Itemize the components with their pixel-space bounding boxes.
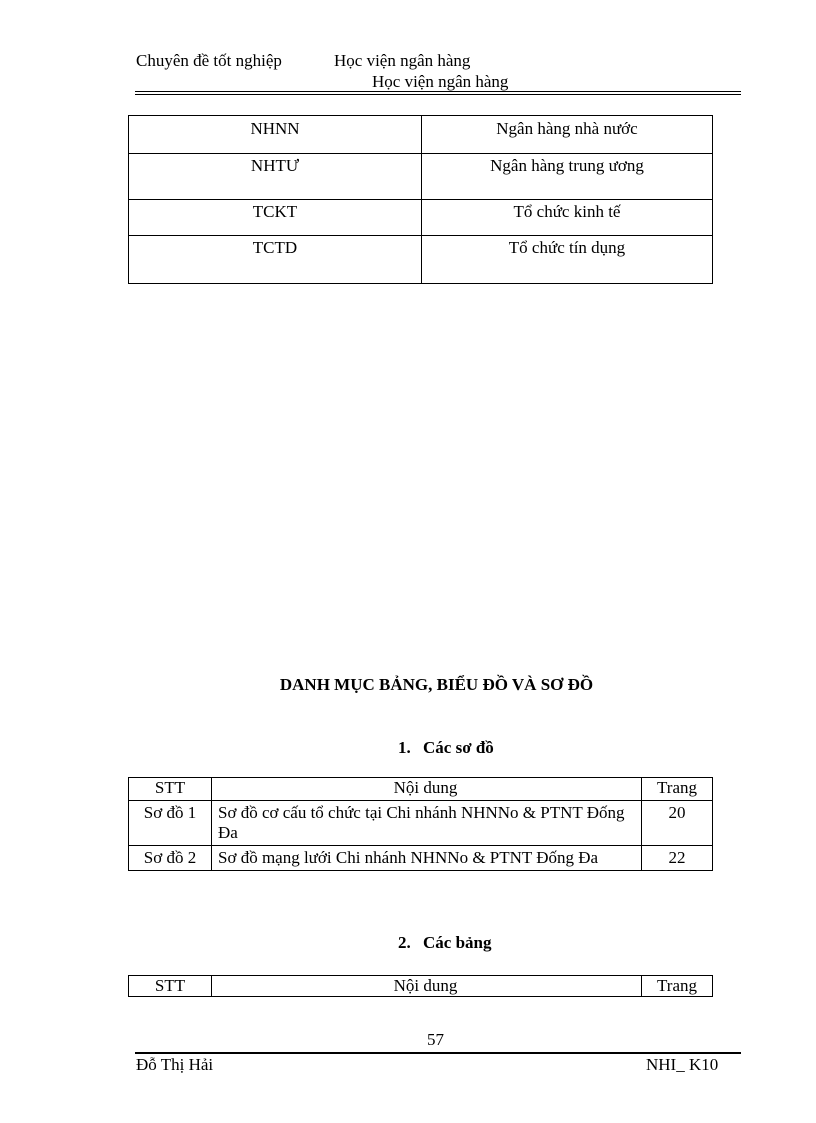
footer-author: Đỗ Thị Hải <box>136 1055 214 1074</box>
table-row <box>129 801 713 846</box>
meaning-cell: Tổ chức kinh tế <box>422 200 713 236</box>
row-page: 20 <box>642 801 713 846</box>
section2-number: 2. <box>398 933 411 952</box>
header-center-text: Học viện ngân hàng <box>334 51 471 70</box>
abbreviation-row <box>129 236 713 284</box>
header-rule-bottom <box>135 94 741 95</box>
row-content: Sơ đồ cơ cấu tổ chức tại Chi nhánh NHNNo & PTNT Đống Đa <box>212 801 642 846</box>
section2-title: Các bảng <box>423 933 492 952</box>
meaning-cell: Ngân hàng trung ương <box>422 154 713 200</box>
page-number: 57 <box>427 1030 444 1049</box>
meaning-cell: Tổ chức tín dụng <box>422 236 713 284</box>
column-header-stt: STT <box>129 778 212 801</box>
header-rule-top <box>135 91 741 92</box>
abbreviation-cell: TCKT <box>129 200 422 236</box>
diagrams-table <box>128 777 713 871</box>
abbreviation-cell: NHNN <box>129 116 422 154</box>
meaning-cell: Ngân hàng nhà nước <box>422 116 713 154</box>
footer-class: NHI_ K10 <box>646 1055 719 1074</box>
abbreviation-cell: TCTD <box>129 236 422 284</box>
column-header-content: Nội dung <box>212 778 642 801</box>
tables-table <box>128 975 713 997</box>
table-header-row <box>129 778 713 801</box>
abbreviation-table <box>128 115 713 284</box>
section1-title: Các sơ đồ <box>423 738 494 757</box>
row-page: 22 <box>642 846 713 871</box>
table-row <box>129 846 713 871</box>
header-left-text: Chuyên đề tốt nghiệp <box>136 51 282 70</box>
abbreviation-row <box>129 200 713 236</box>
row-stt: Sơ đồ 2 <box>129 846 212 871</box>
row-content: Sơ đồ mạng lưới Chi nhánh NHNNo & PTNT Đống Đa <box>212 846 642 871</box>
header-center-repeat-text: Học viện ngân hàng <box>372 72 509 91</box>
column-header-page: Trang <box>642 778 713 801</box>
column-header-stt: STT <box>129 976 212 997</box>
abbreviation-cell: NHTƯ <box>129 154 422 200</box>
footer-rule <box>135 1052 741 1054</box>
list-title: DANH MỤC BẢNG, BIỂU ĐỒ VÀ SƠ ĐỒ <box>279 675 594 694</box>
row-stt: Sơ đồ 1 <box>129 801 212 846</box>
column-header-content: Nội dung <box>212 976 642 997</box>
abbreviation-row <box>129 154 713 200</box>
section1-number: 1. <box>398 738 411 757</box>
column-header-page: Trang <box>642 976 713 997</box>
table-header-row <box>129 976 713 997</box>
abbreviation-row <box>129 116 713 154</box>
